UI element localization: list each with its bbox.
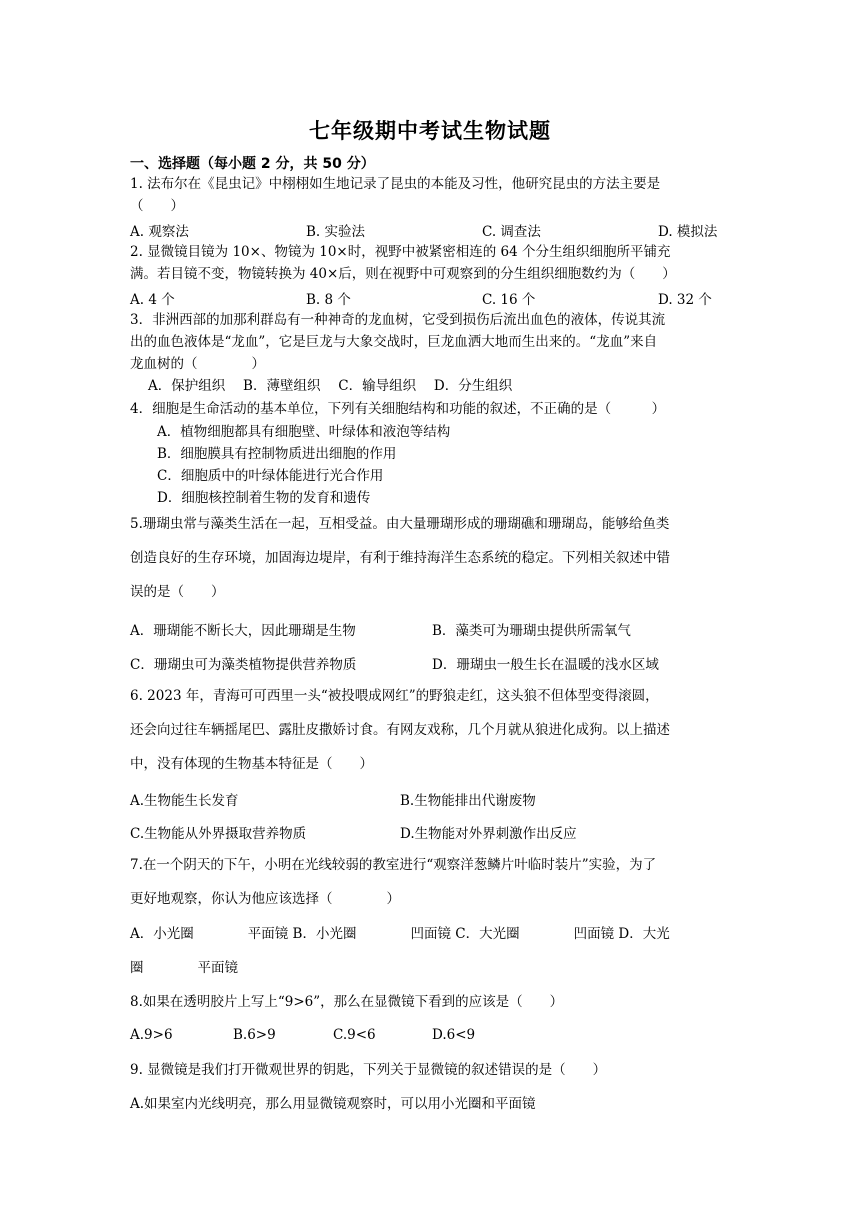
- question-3-text-2: 出的血色液体是“龙血”，它是巨龙与大象交战时，巨龙血洒大地而生出来的。“龙血”来自: [130, 334, 658, 350]
- question-1-text: 1. 法布尔在《昆虫记》中栩栩如生地记录了昆虫的本能及习性，他研究昆虫的方法主要是: [130, 176, 661, 192]
- question-4-option-c: C．细胞质中的叶绿体能进行光合作用: [157, 468, 384, 484]
- question-8-option-c: C.9<6: [333, 1027, 376, 1043]
- question-8-text: 8.如果在透明胶片上写上“9>6”，那么在显微镜下看到的应该是（ ）: [130, 994, 564, 1010]
- section-heading: 一、选择题（每小题 2 分，共 50 分）: [130, 156, 375, 172]
- question-8-option-b: B.6>9: [233, 1027, 276, 1043]
- page-title: 七年级期中考试生物试题: [309, 119, 551, 143]
- question-3-text-1: 3．非洲西部的加那利群岛有一种神奇的龙血树，它受到损伤后流出血色的液体，传说其流: [130, 312, 666, 328]
- question-7-options-2: 圈 平面镜: [130, 960, 238, 976]
- question-1-option-c: C. 调查法: [482, 224, 541, 240]
- question-5-option-b: B．藻类可为珊瑚虫提供所需氧气: [432, 623, 631, 639]
- question-6-text-2: 还会向过往车辆摇尾巴、露肚皮撒娇讨食。有网友戏称，几个月就从狼进化成狗。以上描述: [130, 722, 670, 738]
- question-4-option-d: D．细胞核控制着生物的发育和遗传: [157, 490, 371, 506]
- question-8-option-d: D.6<9: [432, 1027, 476, 1043]
- question-3-options: A．保护组织 B．薄壁组织 C．输导组织 D．分生组织: [148, 378, 513, 394]
- question-6-option-b: B.生物能排出代谢废物: [400, 793, 536, 809]
- question-4-option-b: B．细胞膜具有控制物质进出细胞的作用: [157, 446, 397, 462]
- question-2-option-a: A. 4 个: [130, 292, 175, 308]
- question-5-text-3: 误的是（ ）: [130, 584, 225, 600]
- question-2-text-1: 2. 显微镜目镜为 10×、物镜为 10×时，视野中被紧密相连的 64 个分生组织细胞所平铺充: [130, 244, 671, 260]
- question-7-options-1: A．小光圈 平面镜 B．小光圈 凹面镜 C．大光圈 凹面镜 D．大光: [130, 926, 670, 942]
- question-6-option-a: A.生物能生长发育: [130, 793, 239, 809]
- question-7-text-1: 7.在一个阴天的下午，小明在光线较弱的教室进行“观察洋葱鳞片叶临时装片”实验，为了: [130, 857, 657, 873]
- question-1-option-d: D. 模拟法: [658, 224, 718, 240]
- question-7-text-2: 更好地观察，你认为他应该选择（ ）: [130, 891, 400, 907]
- question-6-option-c: C.生物能从外界摄取营养物质: [130, 826, 307, 842]
- question-9-text: 9. 显微镜是我们打开微观世界的钥匙，下列关于显微镜的叙述错误的是（ ）: [130, 1062, 607, 1078]
- question-2-option-c: C. 16 个: [482, 292, 536, 308]
- question-9-option-a: A.如果室内光线明亮，那么用显微镜观察时，可以用小光圈和平面镜: [130, 1096, 536, 1112]
- question-4-option-a: A．植物细胞都具有细胞壁、叶绿体和液泡等结构: [157, 424, 451, 440]
- question-1-blank: （ ）: [130, 198, 184, 214]
- question-2-option-b: B. 8 个: [306, 292, 351, 308]
- question-5-text-1: 5.珊瑚虫常与藻类生活在一起，互相受益。由大量珊瑚形成的珊瑚礁和珊瑚岛，能够给鱼类: [130, 516, 670, 532]
- question-4-text: 4．细胞是生命活动的基本单位，下列有关细胞结构和功能的叙述，不正确的是（ ）: [130, 401, 666, 417]
- question-5-option-d: D．珊瑚虫一般生长在温暖的浅水区域: [432, 657, 659, 673]
- question-6-text-1: 6. 2023 年，青海可可西里一头“被投喂成网红”的野狼走红，这头狼不但体型变得滚圆，: [130, 688, 659, 704]
- question-1-option-b: B. 实验法: [306, 224, 366, 240]
- question-6-option-d: D.生物能对外界刺激作出反应: [400, 826, 577, 842]
- question-3-text-3: 龙血树的（ ）: [130, 356, 265, 372]
- question-5-text-2: 创造良好的生存环境，加固海边堤岸，有利于维持海洋生态系统的稳定。下列相关叙述中错: [130, 550, 670, 566]
- question-1-option-a: A. 观察法: [130, 224, 189, 240]
- question-6-text-3: 中，没有体现的生物基本特征是（ ）: [130, 756, 373, 772]
- question-2-text-2: 满。若目镜不变，物镜转换为 40×后，则在视野中可观察到的分生组织细胞数约为（ ）: [130, 266, 676, 282]
- question-5-option-c: C．珊瑚虫可为藻类植物提供营养物质: [130, 657, 357, 673]
- question-8-option-a: A.9>6: [130, 1027, 173, 1043]
- question-2-option-d: D. 32 个: [658, 292, 712, 308]
- question-5-option-a: A．珊瑚能不断长大，因此珊瑚是生物: [130, 623, 356, 639]
